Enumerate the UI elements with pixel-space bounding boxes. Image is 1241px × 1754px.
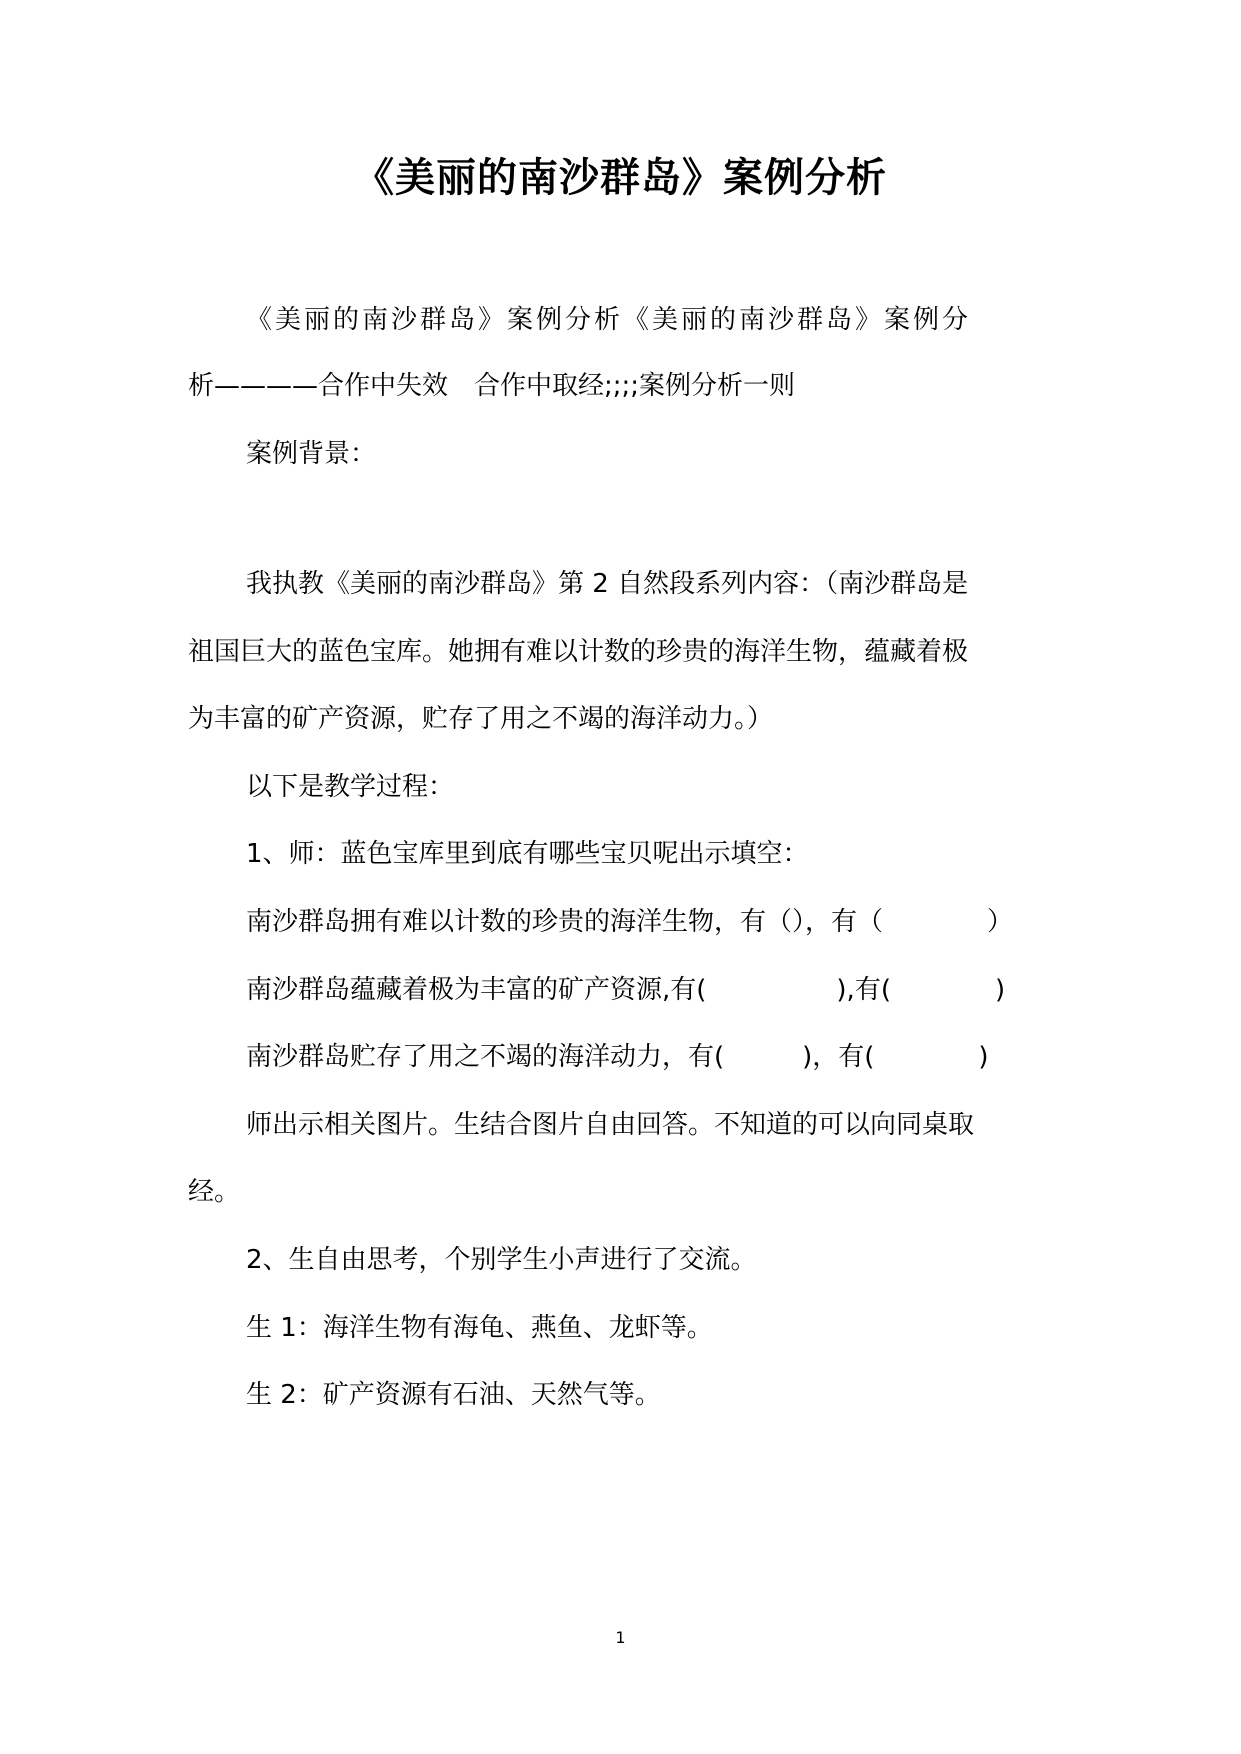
document-title: 《美丽的南沙群岛》案例分析 bbox=[354, 155, 887, 201]
paragraph-line: 以下是教学过程： bbox=[246, 772, 455, 802]
paragraph-line: 生 1：海洋生物有海龟、燕鱼、龙虾等。 bbox=[246, 1313, 713, 1343]
paragraph-line: 经。 bbox=[188, 1177, 241, 1207]
page-number: 1 bbox=[615, 1628, 626, 1647]
paragraph-line: 生 2：矿产资源有石油、天然气等。 bbox=[246, 1380, 661, 1410]
paragraph-line: 1、师：蓝色宝库里到底有哪些宝贝呢出示填空： bbox=[246, 839, 809, 869]
paragraph-line: 我执教《美丽的南沙群岛》第 2 自然段系列内容：（南沙群岛是 bbox=[246, 569, 969, 599]
paragraph-line: 析————合作中失效 合作中取经;;;;案例分析一则 bbox=[188, 371, 796, 401]
fill-blank-line: 南沙群岛贮存了用之不竭的海洋动力，有( )，有( ) bbox=[246, 1042, 989, 1072]
paragraph-line: 《美丽的南沙群岛》案例分析《美丽的南沙群岛》案例分 bbox=[246, 305, 972, 335]
section-heading: 案例背景： bbox=[246, 439, 377, 469]
paragraph-line: 师出示相关图片。生结合图片自由回答。不知道的可以向同桌取 bbox=[246, 1110, 975, 1140]
paragraph-line: 2、生自由思考，个别学生小声进行了交流。 bbox=[246, 1245, 757, 1275]
paragraph-line: 为丰富的矿产资源，贮存了用之不竭的海洋动力。） bbox=[188, 704, 774, 734]
fill-blank-line: 南沙群岛蕴藏着极为丰富的矿产资源,有( ),有( ) bbox=[246, 975, 1006, 1005]
fill-blank-line: 南沙群岛拥有难以计数的珍贵的海洋生物，有（），有（ ） bbox=[246, 907, 1014, 937]
paragraph-line: 祖国巨大的蓝色宝库。她拥有难以计数的珍贵的海洋生物，蕴藏着极 bbox=[188, 637, 969, 667]
